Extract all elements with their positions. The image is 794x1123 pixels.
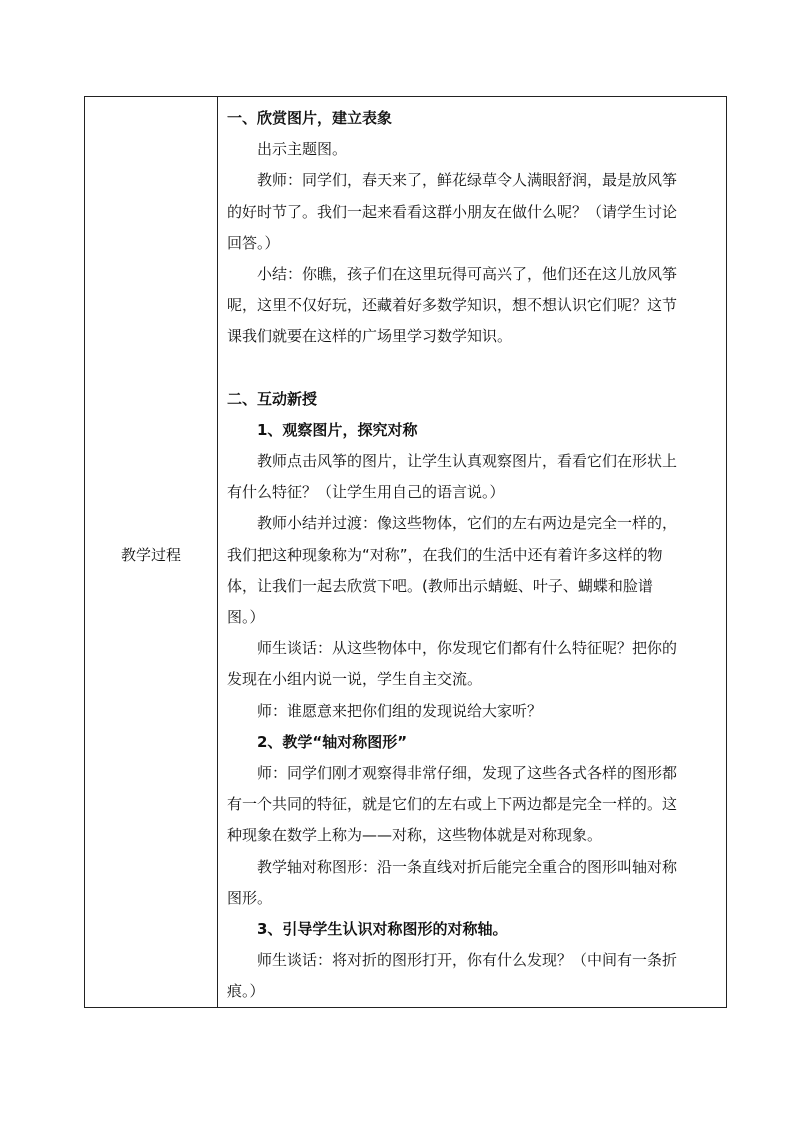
paragraph-line: 我们把这种现象称为“对称”，在我们的生活中还有着许多这样的物 bbox=[227, 545, 663, 564]
paragraph-line: 有什么特征？（让学生用自己的语言说。） bbox=[227, 483, 505, 502]
paragraph-line: 回答。） bbox=[227, 233, 280, 252]
section-label: 教学过程 bbox=[120, 545, 181, 564]
paragraph-line: 图。） bbox=[227, 608, 265, 626]
paragraph-line: 有一个共同的特征，就是它们的左右或上下两边都是完全一样的。这 bbox=[227, 795, 678, 814]
paragraph-line: 师：同学们刚才观察得非常仔细，发现了这些各式各样的图形都 bbox=[257, 763, 678, 782]
subheading-2: 2、教学“轴对称图形” bbox=[257, 732, 408, 751]
paragraph-line: 呢，这里不仅好玩，还藏着好多数学知识，想不想认识它们呢？这节 bbox=[227, 296, 678, 315]
blank-line bbox=[227, 353, 718, 384]
paragraph-line: 课我们就要在这样的广场里学习数学知识。 bbox=[227, 327, 513, 346]
section-content-cell bbox=[218, 97, 727, 1008]
paragraph-line: 教学轴对称图形：沿一条直线对折后能完全重合的图形叫轴对称 bbox=[257, 857, 678, 876]
paragraph-line: 体，让我们一起去欣赏下吧。(教师出示蜻蜓、叶子、蝴蝶和脸谱 bbox=[227, 576, 653, 595]
paragraph-line: 的好时节了。我们一起来看看这群小朋友在做什么呢？（请学生讨论 bbox=[227, 202, 678, 221]
table-row bbox=[85, 97, 727, 1008]
paragraph-line: 师：谁愿意来把你们组的发现说给大家听？ bbox=[257, 701, 543, 720]
paragraph-line: 发现在小组内说一说，学生自主交流。 bbox=[227, 670, 483, 689]
paragraph-line: 教师点击风筝的图片，让学生认真观察图片，看看它们在形状上 bbox=[257, 452, 678, 471]
paragraph-line: 痕。） bbox=[227, 982, 265, 1001]
paragraph-line: 出示主题图。 bbox=[257, 140, 348, 159]
paragraph-line: 图形。 bbox=[227, 888, 273, 907]
paragraph-line: 师生谈话：从这些物体中，你发现它们都有什么特征呢？把你的 bbox=[257, 639, 678, 658]
heading-part-1: 一、欣赏图片，建立表象 bbox=[227, 109, 393, 127]
paragraph-line: 种现象在数学上称为——对称，这些物体就是对称现象。 bbox=[227, 826, 603, 845]
paragraph-line: 教师小结并过渡：像这些物体，它们的左右两边是完全一样的， bbox=[257, 514, 678, 533]
heading-part-2: 二、互动新授 bbox=[227, 389, 318, 408]
subheading-1: 1、观察图片，探究对称 bbox=[257, 420, 418, 439]
lesson-table bbox=[84, 96, 727, 1008]
paragraph-line: 小结：你瞧，孩子们在这里玩得可高兴了，他们还在这儿放风筝 bbox=[257, 264, 678, 283]
paragraph-line: 教师：同学们，春天来了，鲜花绿草令人满眼舒润，最是放风筝 bbox=[257, 171, 678, 190]
subheading-3: 3、引导学生认识对称图形的对称轴。 bbox=[257, 919, 508, 938]
section-label-cell bbox=[85, 97, 218, 1008]
paragraph-line: 师生谈话：将对折的图形打开，你有什么发现？（中间有一条折 bbox=[257, 951, 678, 970]
